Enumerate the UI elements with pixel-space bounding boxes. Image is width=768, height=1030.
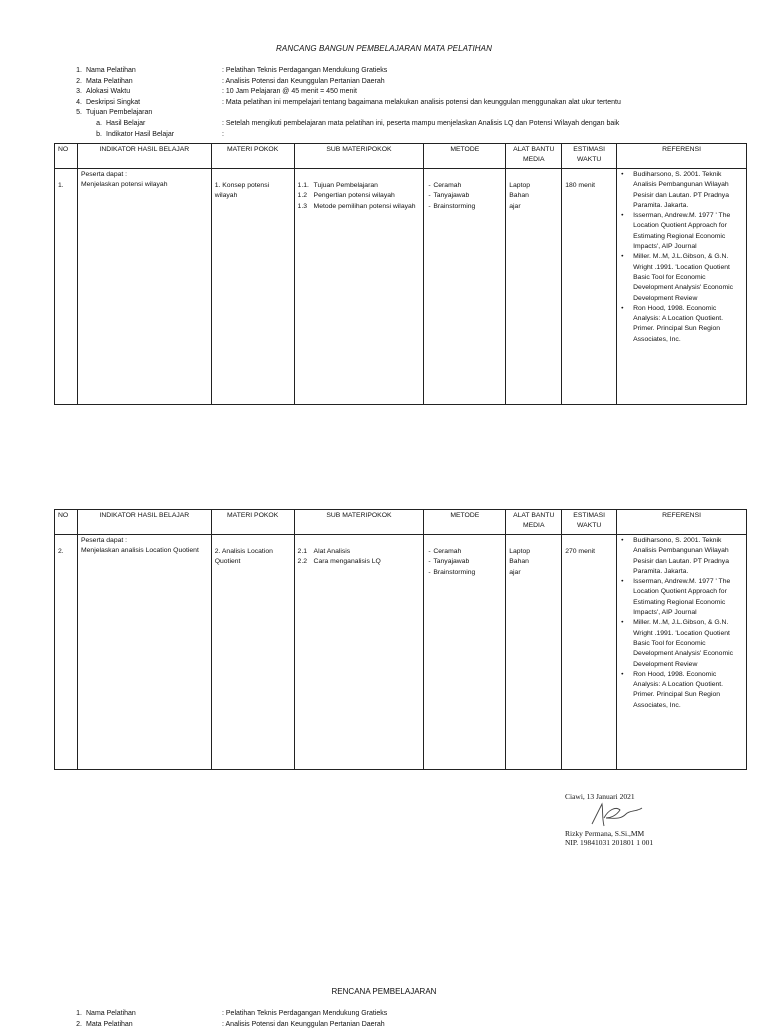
header-sub-materi: SUB MATERIPOKOK <box>294 144 424 169</box>
info-row: 4. Deskripsi Singkat : Mata pelatihan ini mempelajari tentang bagaimana melakukan analisis potensi dan keunggulan menggunakan alat ukur tertentu <box>76 98 621 106</box>
cell-materi: 1. Konsep potensi wilayah <box>211 169 294 405</box>
info-subrow: a. Hasil Belajar : Setelah mengikuti pembelajaran mata pelatihan ini, peserta mampu menjelaskan Analisis LQ dan Potensi Wilayah dengan baik <box>96 119 620 127</box>
lesson-plan-table-1 <box>54 143 747 405</box>
cell-sub-materi <box>294 169 424 405</box>
course-info-2 <box>60 1009 387 1030</box>
reference-item: • Budiharsono, S. 2001. Teknik Analisis Pembangunan Wilayah Pesisir dan Lautan. PT Pradnya Paramita. Jakarta. <box>620 536 743 577</box>
header-indicator: INDIKATOR HASIL BELAJAR <box>77 510 211 535</box>
signer-name: Rizky Permana, S.Si.,MM <box>565 829 645 838</box>
metode-item: - Brainstorming <box>427 568 502 578</box>
document-title-2: RENCANA PEMBELAJARAN <box>331 987 437 996</box>
metode-item: - Tanyajawab <box>427 557 502 567</box>
sub-item: 1.3 Metode pemilihan potensi wilayah <box>297 202 416 210</box>
cell-metode <box>424 169 506 405</box>
sub-item: 1.1. Tujuan Pembelajaran <box>297 182 378 189</box>
header-materi: MATERI POKOK <box>211 510 294 535</box>
cell-no: 2. <box>55 535 78 770</box>
info-row: 1. Nama Pelatihan : Pelatihan Teknis Perdagangan Mendukung Gratieks <box>76 67 388 74</box>
cell-indicator: Peserta dapat : Menjelaskan potensi wilayah <box>77 169 211 405</box>
header-referensi: REFERENSI <box>617 144 747 169</box>
header-no: NO <box>55 144 78 169</box>
lesson-plan-table-2 <box>54 509 747 770</box>
cell-waktu: 180 menit <box>562 169 617 405</box>
header-alat: ALAT BANTU MEDIA <box>506 510 562 535</box>
header-alat: ALAT BANTU MEDIA <box>506 144 562 169</box>
sub-item: 1.2 Pengertian potensi wilayah <box>297 192 395 200</box>
cell-indicator: Peserta dapat : Menjelaskan analisis Location Quotient <box>77 535 211 770</box>
header-indicator: INDIKATOR HASIL BELAJAR <box>77 144 211 169</box>
table-row <box>55 535 747 770</box>
cell-materi: 2. Analisis Location Quotient <box>211 535 294 770</box>
reference-item: • Ron Hood, 1998. Economic Analysis: A Location Quotient. Primer. Principal Sun Region Associates, Inc. <box>620 670 743 711</box>
info-row: 2. Mata Pelatihan : Analisis Potensi dan Keunggulan Pertanian Daerah <box>76 1020 385 1028</box>
header-sub-materi: SUB MATERIPOKOK <box>294 510 424 535</box>
table-header-row <box>55 144 747 169</box>
metode-item: - Ceramah <box>427 547 502 557</box>
info-subrow: b. Indikator Hasil Belajar : <box>96 130 224 138</box>
reference-item: • Ron Hood, 1998. Economic Analysis: A Location Quotient. Primer. Principal Sun Region Associates, Inc. <box>620 304 743 345</box>
cell-referensi <box>617 169 747 405</box>
info-row: 2. Mata Pelatihan : Analisis Potensi dan Keunggulan Pertanian Daerah <box>76 77 385 85</box>
reference-item: • Miller. M..M, J.L.Gibson, & G.N. Wright .1991. 'Location Quotient Basic Tool for Economic Development Analysis' Economic Development Review <box>620 252 743 303</box>
info-row: 5. Tujuan Pembelajaran <box>76 109 153 117</box>
reference-item: • Isserman, Andrew.M. 1977 ' The Location Quotient Approach for Estimating Regional Economic Impacts', AIP Journal <box>620 577 743 618</box>
handwritten-signature-icon <box>586 800 646 830</box>
info-row: 3. Alokasi Waktu : 10 Jam Pelajaran @ 45 menit = 450 menit <box>76 88 357 96</box>
cell-alat: Laptop Bahan ajar <box>506 535 562 770</box>
document-title: RANCANG BANGUN PEMBELAJARAN MATA PELATIHAN <box>276 44 492 53</box>
metode-item: - Ceramah <box>427 181 502 191</box>
info-row: 1. Nama Pelatihan : Pelatihan Teknis Perdagangan Mendukung Gratieks <box>76 1010 388 1017</box>
metode-item: - Brainstorming <box>427 202 502 212</box>
header-referensi: REFERENSI <box>617 510 747 535</box>
reference-item: • Budiharsono, S. 2001. Teknik Analisis Pembangunan Wilayah Pesisir dan Lautan. PT Pradnya Paramita. Jakarta. <box>620 170 743 211</box>
sub-item: 2.2 Cara menganalisis LQ <box>297 558 381 566</box>
signature-place-date: Ciawi, 13 Januari 2021 <box>565 792 635 801</box>
cell-referensi <box>617 535 747 770</box>
table-header-row <box>55 510 747 535</box>
cell-waktu: 270 menit <box>562 535 617 770</box>
reference-item: • Isserman, Andrew.M. 1977 ' The Location Quotient Approach for Estimating Regional Economic Impacts', AIP Journal <box>620 211 743 252</box>
header-materi: MATERI POKOK <box>211 144 294 169</box>
cell-alat: Laptop Bahan ajar <box>506 169 562 405</box>
signer-nip: NIP. 19841031 201801 1 001 <box>565 838 654 847</box>
sub-item: 2.1 Alat Analisis <box>297 548 351 555</box>
cell-metode <box>424 535 506 770</box>
cell-no: 1. <box>55 169 78 405</box>
course-info <box>60 66 621 140</box>
reference-item: • Miller. M..M, J.L.Gibson, & G.N. Wright .1991. 'Location Quotient Basic Tool for Economic Development Analysis' Economic Development Review <box>620 618 743 669</box>
header-no: NO <box>55 510 78 535</box>
cell-sub-materi <box>294 535 424 770</box>
header-estimasi: ESTIMASI WAKTU <box>562 144 617 169</box>
header-metode: METODE <box>424 144 506 169</box>
header-estimasi: ESTIMASI WAKTU <box>562 510 617 535</box>
header-metode: METODE <box>424 510 506 535</box>
metode-item: - Tanyajawab <box>427 191 502 201</box>
table-row <box>55 169 747 405</box>
